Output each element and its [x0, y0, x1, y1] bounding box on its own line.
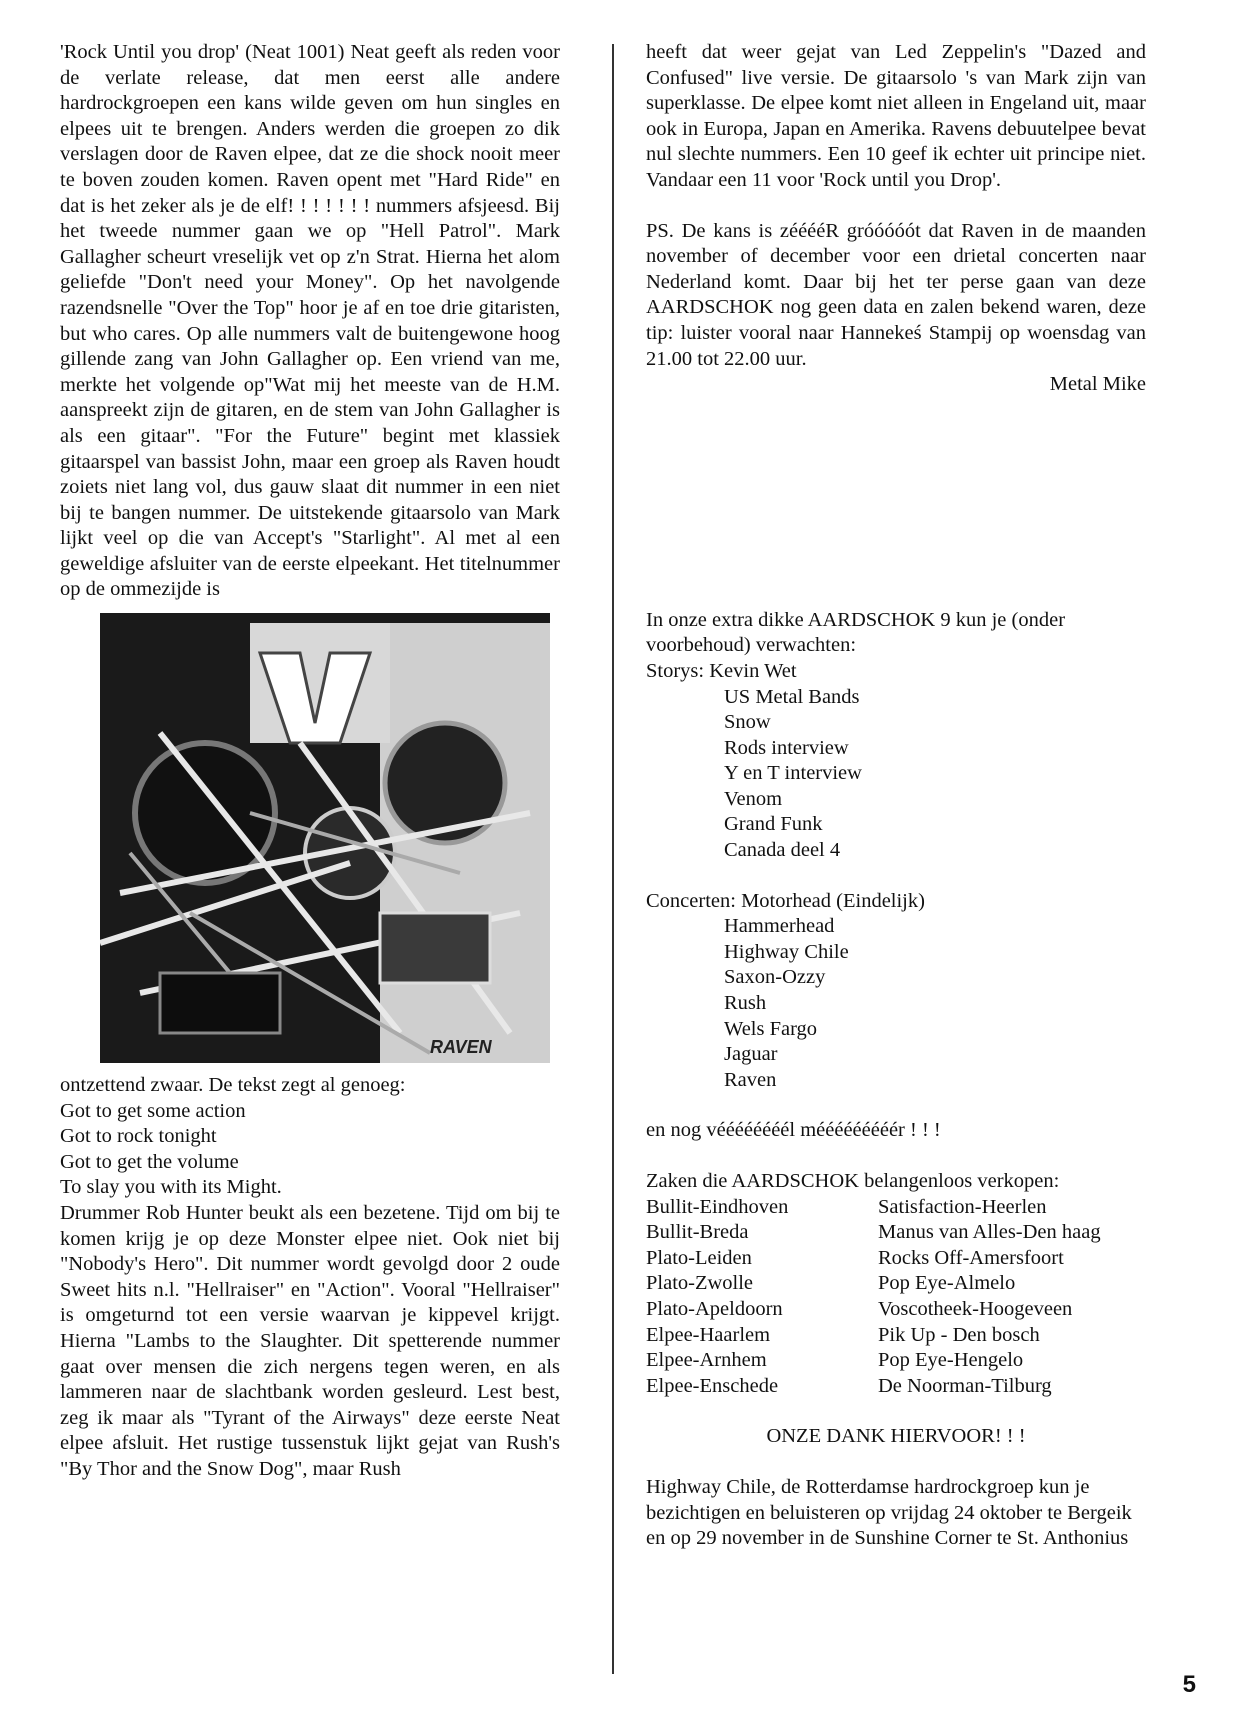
- shop-item: Bullit-Breda: [646, 1221, 749, 1244]
- cover-logo-text: RAVEN: [430, 1037, 492, 1058]
- review-text-part-3: Drummer Rob Hunter beukt als een bezetene. Tijd om bij te komen krijg je op deze Monster elpee niet. Ook niet bij "Nobody's Hero". Dit nummer wordt gevolgd door 2 oude Sweet hits n.l. "Hellraiser" en "Action". Vooral "Hellraiser" is omgeturnd tot een versie waarvan je kippevel krijgt. Hierna "Lambs to the Slaughter. Dit spetterende nummer gaat over mensen die zich nergens tegen weren, en als lammeren naar de slachtbank worden gesleurd. Lest best, zeg ik maar als "Tyrant of the Airways" deze eerste Neat elpee afsluit. Het rustige tussenstuk lijkt gejat van Rush's "By Thor and the Snow Dog", maar Rush: [60, 1202, 560, 1480]
- concert-item: Saxon-Ozzy: [724, 966, 826, 989]
- page-number: 5: [1182, 1671, 1196, 1698]
- review-text-part-2: ontzettend zwaar. De tekst zegt al genoeg:: [60, 1074, 406, 1097]
- shop-item: Rocks Off-Amersfoort: [878, 1246, 1064, 1269]
- concert-item: Hammerhead: [724, 915, 835, 938]
- storys-label: Storys:: [646, 659, 705, 682]
- thanks-heading: ONZE DANK HIERVOOR! ! !: [766, 1425, 1026, 1448]
- shop-item: Bullit-Eindhoven: [646, 1195, 789, 1218]
- shop-item: Elpee-Enschede: [646, 1374, 779, 1397]
- highway-chile-notice: Highway Chile, de Rotterdamse hardrockgroep kun je bezichtigen en beluisteren op vrijdag 24 oktober te Bergeik en op 29 november in de Sunshine Corner te St. Anthonius: [646, 1475, 1132, 1550]
- shop-item: Plato-Apeldoorn: [646, 1297, 783, 1320]
- story-item: Kevin Wet: [709, 659, 797, 682]
- postscript: PS. De kans is zééééR gróóóóót dat Raven in de maanden november of december voor een drietal concerten naar Nederland komt. Daar bij het ter perse gaan van deze AARDSCHOK nog geen data en zalen bekend waren, deze tip: luister vooral naar Hannekeś Stampij op woensdag van 21.00 tot 22.00 uur.: [646, 219, 1146, 370]
- shop-item: Elpee-Haarlem: [646, 1323, 771, 1346]
- shop-item: Manus van Alles-Den haag: [878, 1221, 1101, 1244]
- review-text-part-1: 'Rock Until you drop' (Neat 1001) Neat geeft als reden voor de verlate release, dat men eerst alle andere hardrockgroepen een kans wilde geven om hun singles en elpees uit te brengen. Anders werden die groepen zo dik verslagen door de Raven elpee, dat ze die shock nooit meer te boven zouden komen. Raven opent met "Hard Ride" en dat is het zeker als je de elf! ! ! ! ! ! ! nummers afsjeesd. Bij het tweede nummer gaan we op "Hell Patrol". Mark Gallagher scheurt vreselijk vet op z'n Strat. Hierna het alom geliefde "Don't need your Money". Op het navolgende razendsnelle "Over the Top" hoor je af en toe drie gitaristen, but who cares. Op alle nummers valt de buitengewone hoog gillende zang van John Gallagher op. Een vriend van me, merkte het volgende op"Wat mij het meeste van de H.M. aanspreekt zijn de gitaren, en de stem van John Gallagher is als een gitaar". "For the Future" begint met klassiek gitaarspel van bassist John, maar een groep als Raven houdt zoiets niet lang vol, dus gauw slaat dit nummer in een niet bij te bangen nummer. De uitstekende gitaarsolo van Mark lijkt veel op die van Accept's "Starlight". Al met al een geweldige afsluiter van de eerste elpeekant. Het titelnummer op de ommezijde is: [60, 41, 560, 601]
- storys-list: [646, 659, 1146, 864]
- shop-item: Pik Up - Den bosch: [878, 1323, 1040, 1346]
- lyric-line: Got to get some action: [60, 1099, 246, 1122]
- album-cover-art: [100, 613, 550, 1063]
- concerten-label: Concerten:: [646, 889, 736, 912]
- story-item: Grand Funk: [724, 813, 823, 836]
- lyric-line: Got to rock tonight: [60, 1125, 217, 1148]
- shop-item: De Noorman-Tilburg: [878, 1374, 1052, 1397]
- shop-item: Pop Eye-Hengelo: [878, 1349, 1024, 1372]
- shop-item: Plato-Leiden: [646, 1246, 752, 1269]
- story-item: Rods interview: [724, 736, 849, 759]
- album-cover-photo: [100, 613, 550, 1063]
- concert-item: Rush: [724, 992, 767, 1015]
- story-item: Y en T interview: [724, 762, 862, 785]
- story-item: Venom: [724, 787, 783, 810]
- review-text-continued: heeft dat weer gejat van Led Zeppelin's "Dazed and Confused" live versie. De gitaarsolo 's van Mark zijn van superklasse. De elpee komt niet alleen in Engeland uit, maar ook in Europa, Japan en Amerika. Ravens debuutelpee bevat nul slechte nummers. Een 10 geef ik echter uit principe niet. Vandaar een 11 voor 'Rock until you Drop'.: [646, 41, 1146, 191]
- story-item: Snow: [724, 711, 771, 734]
- left-column: [60, 40, 560, 1483]
- shop-item: Voscotheek-Hoogeveen: [878, 1297, 1073, 1320]
- concert-item: Raven: [724, 1068, 777, 1091]
- right-column: [646, 40, 1146, 1552]
- concert-item: Motorhead (Eindelijk): [741, 889, 925, 912]
- lyric-line: To slay you with its Might.: [60, 1176, 282, 1199]
- column-divider: [612, 44, 614, 1674]
- lyrics-block: [60, 1099, 560, 1201]
- concert-item: Wels Fargo: [724, 1017, 818, 1040]
- lyric-line: Got to get the volume: [60, 1150, 239, 1173]
- concert-item: Jaguar: [724, 1043, 778, 1066]
- shops-intro: Zaken die AARDSCHOK belangenloos verkopen:: [646, 1170, 1060, 1192]
- author-signature: Metal Mike: [1049, 373, 1146, 396]
- preview-intro: In onze extra dikke AARDSCHOK 9 kun je (onder voorbehoud) verwachten:: [646, 608, 1066, 657]
- story-item: US Metal Bands: [724, 685, 860, 708]
- shop-item: Elpee-Arnhem: [646, 1349, 767, 1372]
- shop-item: Satisfaction-Heerlen: [878, 1195, 1047, 1218]
- shops-list: [646, 1195, 1146, 1400]
- much-more-text: en nog véééééééél mééééééééér ! ! !: [646, 1119, 941, 1142]
- concerten-list: [646, 889, 1146, 1094]
- shop-item: Plato-Zwolle: [646, 1272, 754, 1295]
- story-item: Canada deel 4: [724, 839, 841, 862]
- concert-item: Highway Chile: [724, 940, 849, 963]
- shop-item: Pop Eye-Almelo: [878, 1272, 1016, 1295]
